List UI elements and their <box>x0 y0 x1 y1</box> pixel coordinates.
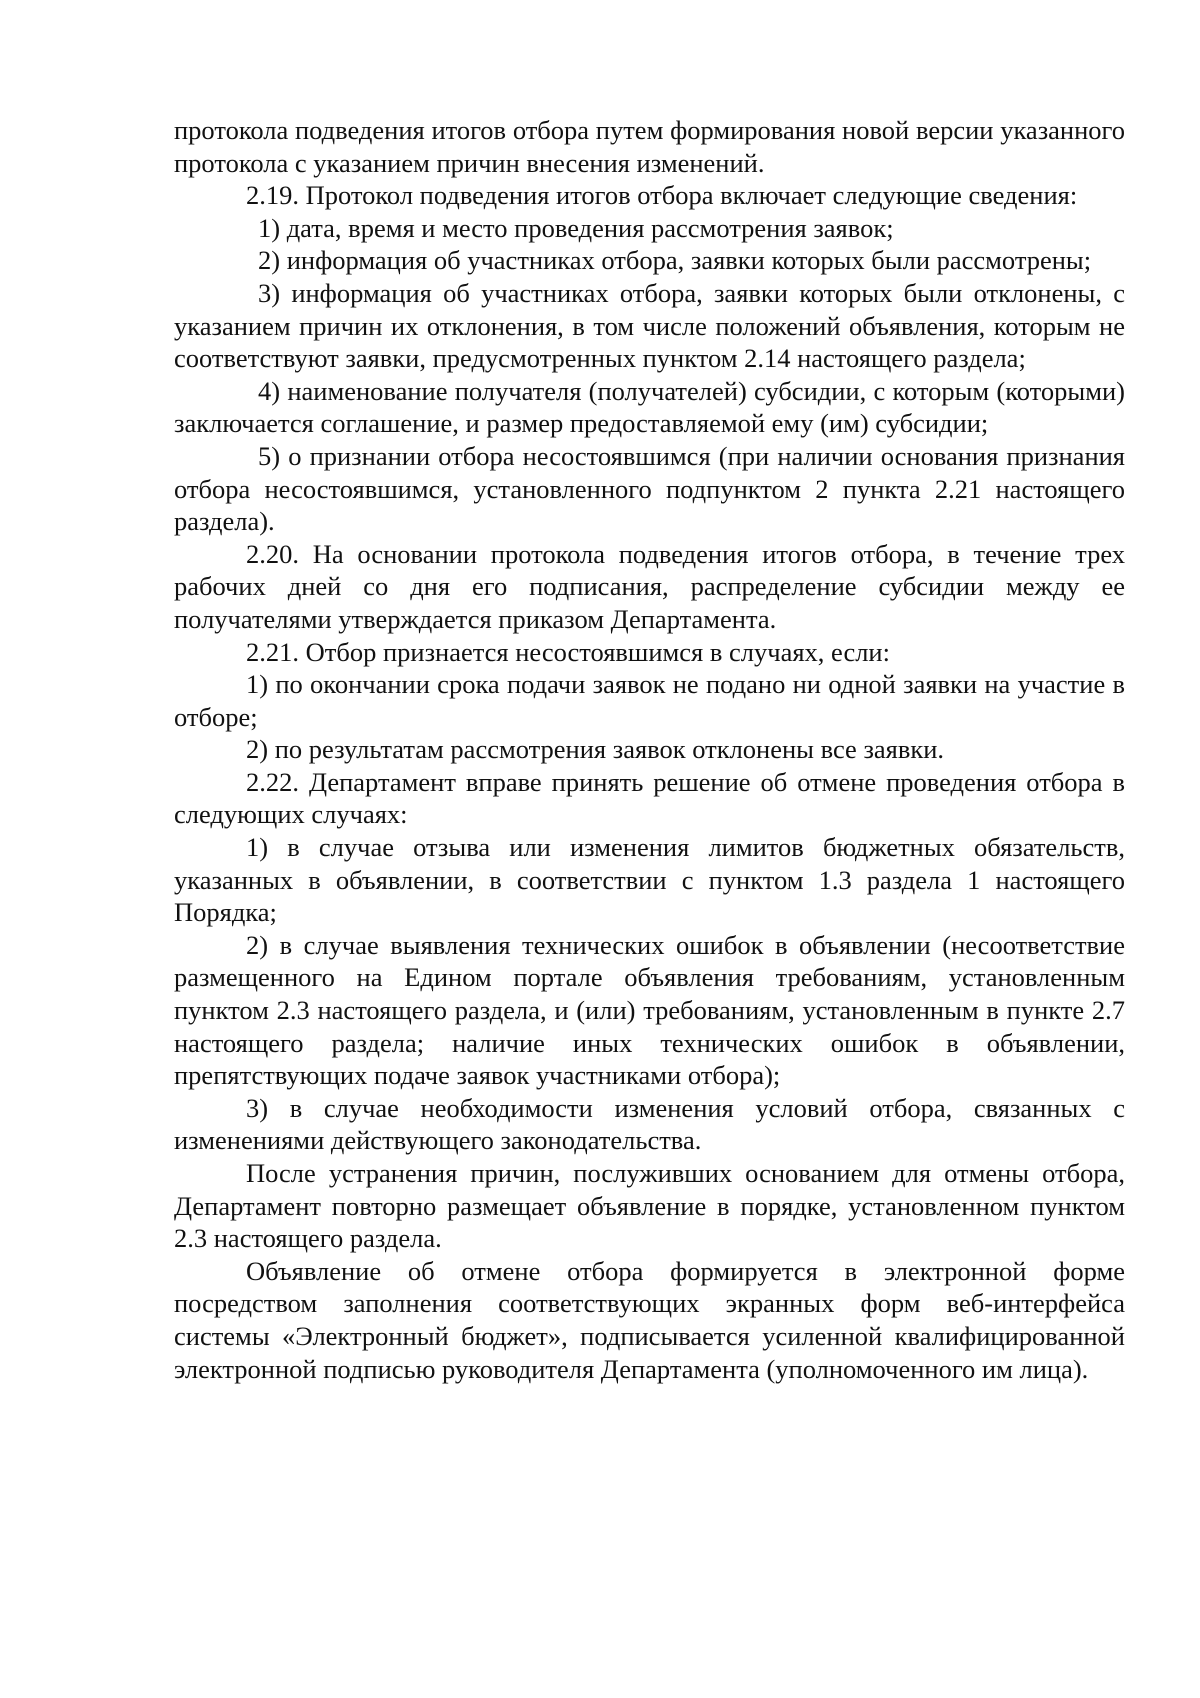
list-item-2-22-1: 1) в случае отзыва или изменения лимитов бюджетных обязательств, указанных в объявлении, в соответствии с пунктом 1.3 раздела 1 настоящего Порядка; <box>174 832 1125 928</box>
document-page <box>174 114 1125 1385</box>
list-item-2-19-2: 2) информация об участниках отбора, заявки которых были рассмотрены; <box>258 245 1092 276</box>
list-item-2-22-2: 2) в случае выявления технических ошибок в объявлении (несоответствие размещенного на Едином портале объявления требованиям, установленным пунктом 2.3 настоящего раздела, и (или) требованиям, установленным в пункте 2.7 настоящего раздела; наличие иных технических ошибок в объявлении, препятствующих подаче заявок участниками отбора); <box>174 929 1125 1091</box>
list-item-2-21-1: 1) по окончании срока подачи заявок не подано ни одной заявки на участие в отборе; <box>174 669 1125 732</box>
paragraph-after-elimination: После устранения причин, послуживших основанием для отмены отбора, Департамент повторно размещает объявление в порядке, установленном пунктом 2.3 настоящего раздела. <box>174 1158 1125 1254</box>
paragraph-2-20: 2.20. На основании протокола подведения итогов отбора, в течение трех рабочих дней со дня его подписания, распределение субсидии между ее получателями утверждается приказом Департамента. <box>174 538 1125 634</box>
paragraph-2-22: 2.22. Департамент вправе принять решение об отмене проведения отбора в следующих случаях: <box>174 766 1125 830</box>
list-item-2-19-1: 1) дата, время и место проведения рассмотрения заявок; <box>258 212 894 243</box>
list-item-2-19-5: 5) о признании отбора несостоявшимся (при наличии основания признания отбора несостоявшимся, установленного подпунктом 2 пункта 2.21 настоящего раздела). <box>174 440 1125 537</box>
paragraph-cancellation-notice: Объявление об отмене отбора формируется в электронной форме посредством заполнения соответствующих экранных форм веб-интерфейса системы «Электронный бюджет», подписывается усиленной квалифицированной электронной подписью руководителя Департамента (уполномоченного им лица). <box>174 1255 1125 1384</box>
list-item-2-19-3: 3) информация об участниках отбора, заявки которых были отклонены, с указанием причин их отклонения, в том числе положений объявления, которым не соответствуют заявки, предусмотренных пунктом 2.14 настоящего раздела; <box>174 277 1125 374</box>
list-item-2-21-2: 2) по результатам рассмотрения заявок отклонены все заявки. <box>246 734 945 765</box>
list-item-2-22-3: 3) в случае необходимости изменения условий отбора, связанных с изменениями действующего законодательства. <box>174 1092 1125 1156</box>
list-item-2-19-4: 4) наименование получателя (получателей) субсидии, с которым (которыми) заключается соглашение, и размер предоставляемой ему (им) субсидии; <box>174 375 1125 439</box>
paragraph-continuation: протокола подведения итогов отбора путем формирования новой версии указанного протокола с указанием причин внесения изменений. <box>174 115 1125 178</box>
paragraph-2-21: 2.21. Отбор признается несостоявшимся в случаях, если: <box>246 636 890 667</box>
paragraph-2-19: 2.19. Протокол подведения итогов отбора включает следующие сведения: <box>246 180 1078 211</box>
